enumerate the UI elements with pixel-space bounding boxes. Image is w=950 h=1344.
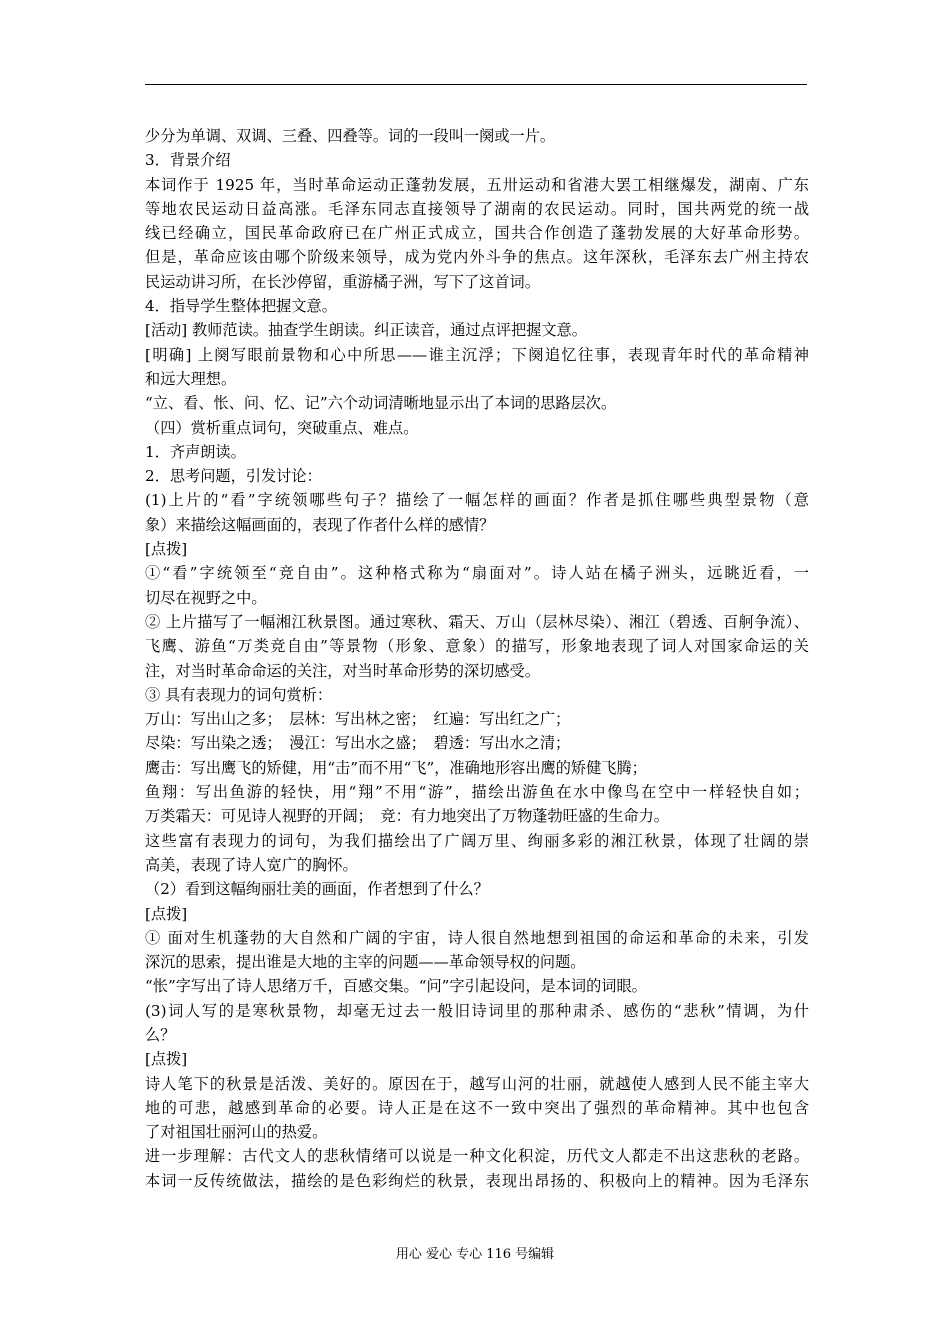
text-line: 鹰击：写出鹰飞的矫健，用“击”而不用“飞”，准确地形容出鹰的矫健飞腾；	[145, 758, 647, 777]
text-line: （2）看到这幅绚丽壮美的画面，作者想到了什么？	[145, 880, 489, 899]
text-line: 进一步理解：古代文人的悲秋情绪可以说是一种文化积淀，历代文人都走不出这悲秋的老路。	[145, 1147, 809, 1166]
page-body	[145, 124, 809, 1193]
text-line: 么？	[145, 1025, 176, 1044]
text-line: 这些富有表现力的词句，为我们描绘出了广阔万里、绚丽多彩的湘江秋景，体现了壮阔的崇	[145, 831, 809, 850]
text-line: 注，对当时革命命运的关注，对当时革命形势的深切感受。	[145, 661, 540, 680]
text-line: 4．指导学生整体把握文意。	[145, 297, 337, 316]
text-line: (1)上片的“看”字统领哪些句子？描绘了一幅怎样的画面？作者是抓住哪些典型景物（意	[145, 491, 809, 510]
text-line: 本词一反传统做法，描绘的是色彩绚烂的秋景，表现出昂扬的、积极向上的精神。因为毛泽东	[145, 1171, 809, 1190]
text-line: 本词作于 1925 年，当时革命运动正蓬勃发展，五卅运动和省港大罢工相继爆发，湖南、广东	[145, 175, 809, 194]
text-line: 2．思考问题，引发讨论：	[145, 467, 322, 486]
text-line: “怅”字写出了诗人思绪万千，百感交集。“问”字引起设问，是本词的词眼。	[145, 977, 647, 996]
text-line: 象）来描绘这幅画面的，表现了作者什么样的感情？	[145, 515, 495, 534]
text-line: 等地农民运动日益高涨。毛泽东同志直接领导了湖南的农民运动。同时，国共两党的统一战	[145, 199, 809, 218]
text-line: “立、看、怅、问、忆、记”六个动词清晰地显示出了本词的思路层次。	[145, 394, 617, 413]
text-line: 民运动讲习所，在长沙停留，重游橘子洲，写下了这首词。	[145, 272, 540, 291]
text-line: 万山：写出山之多； 层林：写出林之密； 红遍：写出红之广；	[145, 710, 571, 729]
text-line: [明确] 上阕写眼前景物和心中所思——谁主沉浮；下阕追忆往事，表现青年时代的革命精神	[145, 345, 809, 364]
text-line: 线已经确立，国民革命政府已在广州正式成立，国共合作创造了蓬勃发展的大好革命形势。	[145, 224, 809, 243]
text-line: ② 上片描写了一幅湘江秋景图。通过寒秋、霜天、万山（层林尽染）、湘江（碧透、百舸争流）、	[145, 612, 809, 631]
text-line: 万类霜天：可见诗人视野的开阔； 竞：有力地突出了万物蓬勃旺盛的生命力。	[145, 807, 669, 826]
header-rule	[145, 84, 807, 85]
text-line: 3．背景介绍	[145, 151, 231, 170]
text-line: 尽染：写出染之透； 漫江：写出水之盛； 碧透：写出水之清；	[145, 734, 571, 753]
text-line: 1．齐声朗读。	[145, 442, 246, 461]
text-line: ③ 具有表现力的词句赏析：	[145, 685, 333, 704]
text-line: [点拨]	[145, 1050, 188, 1069]
text-line: [活动] 教师范读。抽查学生朗读。纠正读音，通过点评把握文意。	[145, 321, 587, 340]
text-line: [点拨]	[145, 540, 188, 559]
text-line: 和远大理想。	[145, 369, 237, 388]
text-line: ①“看”字统领至“竞自由”。这种格式称为“扇面对”。诗人站在橘子洲头，远眺近看，一	[145, 564, 809, 583]
text-line: ① 面对生机蓬勃的大自然和广阔的宇宙，诗人很自然地想到祖国的命运和革命的未来，引发	[145, 928, 809, 947]
text-line: 但是，革命应该由哪个阶级来领导，成为党内外斗争的焦点。这年深秋，毛泽东去广州主持农	[145, 248, 809, 267]
text-line: 诗人笔下的秋景是活泼、美好的。原因在于，越写山河的壮丽，就越使人感到人民不能主宰大	[145, 1074, 809, 1093]
text-line: 了对祖国壮丽河山的热爱。	[145, 1123, 328, 1142]
text-line: 高美，表现了诗人宽广的胸怀。	[145, 855, 358, 874]
text-line: 切尽在视野之中。	[145, 588, 267, 607]
text-line: 地的可悲，越感到革命的必要。诗人正是在这不一致中突出了强烈的革命精神。其中也包含	[145, 1098, 809, 1117]
text-line: 深沉的思索，提出谁是大地的主宰的问题——革命领导权的问题。	[145, 953, 586, 972]
page-footer: 用心 爱心 专心 116 号编辑	[395, 1247, 555, 1262]
text-line: (3)词人写的是寒秋景物，却毫无过去一般旧诗词里的那种肃杀、感伤的“悲秋”情调，为什	[145, 1001, 809, 1020]
text-line: （四）赏析重点词句，突破重点、难点。	[145, 418, 419, 437]
text-line: 飞鹰、游鱼“万类竞自由”等景物（形象、意象）的描写，形象地表现了词人对国家命运的关	[145, 637, 809, 656]
text-line: [点拨]	[145, 904, 188, 923]
text-line: 鱼翔：写出鱼游的轻快，用“翔”不用“游”，描绘出游鱼在水中像鸟在空中一样轻快自如；	[145, 783, 809, 802]
text-line: 少分为单调、双调、三叠、四叠等。词的一段叫一阕或一片。	[145, 127, 556, 145]
